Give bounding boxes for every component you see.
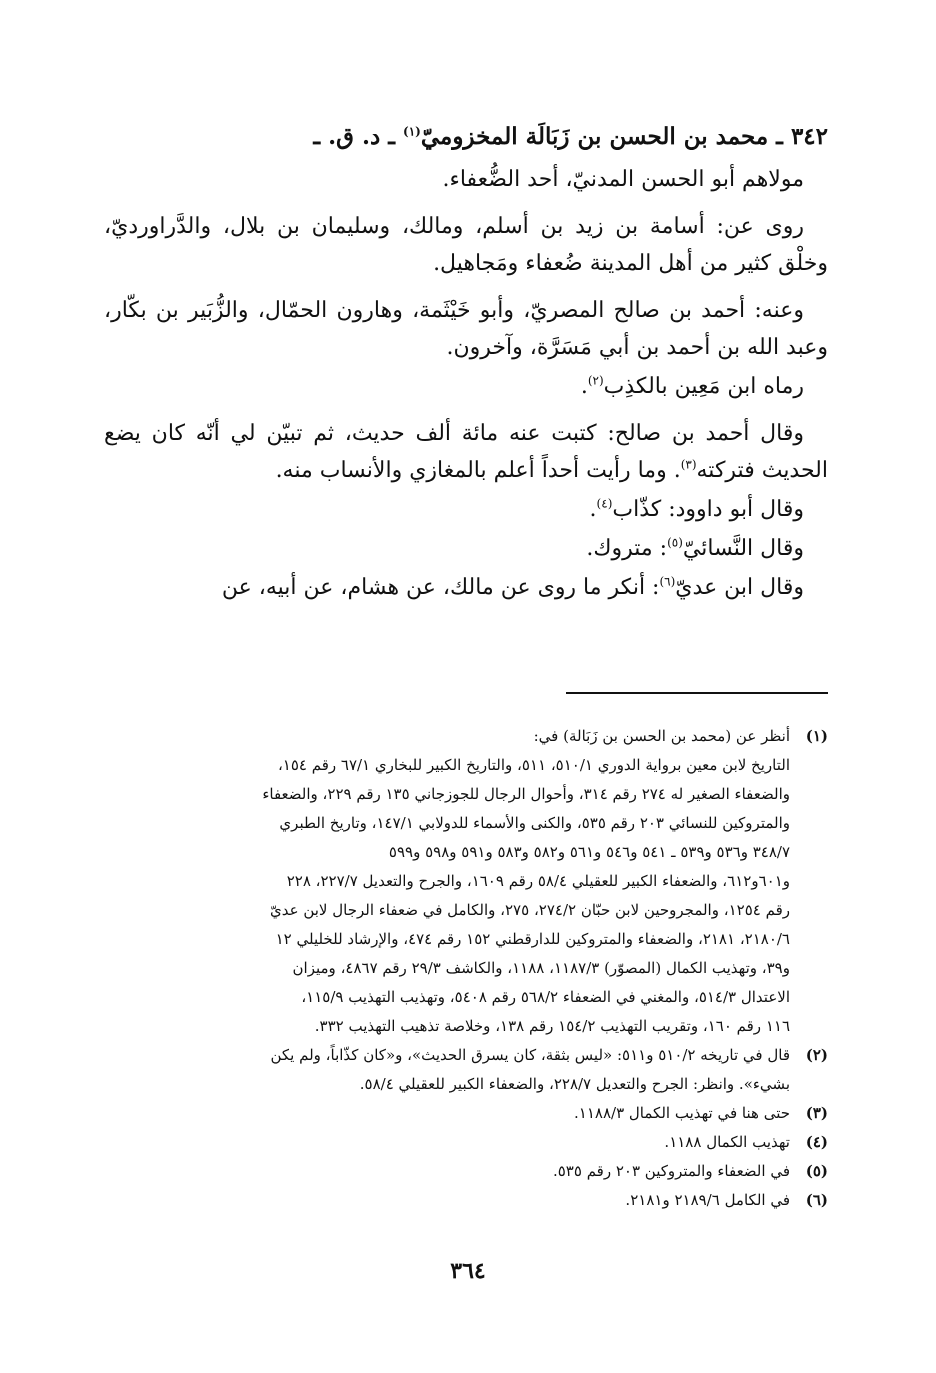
footnote-text — [104, 1157, 790, 1186]
footnote-3 — [104, 1099, 828, 1128]
footnote-ref-2: (٢) — [587, 373, 604, 388]
footnote-text — [104, 1041, 790, 1099]
paragraph-ibn-main — [104, 368, 828, 405]
paragraph-ahmad-salih-text: وقال أحمد بن صالح: كتبت عنه مائة ألف حديث، ثم تبيّن لي أنّه كان يضع الحديث فتركته — [104, 421, 828, 483]
footnote-6 — [104, 1186, 828, 1215]
paragraph-ibn-main-end: . — [580, 374, 588, 399]
paragraph-nasai-text: وقال النَّسائيّ — [682, 536, 804, 561]
footnote-ref-1: (١) — [403, 124, 421, 139]
paragraph-ahmad-salih — [104, 415, 828, 489]
paragraph-abu-dawud-end: . — [589, 497, 597, 522]
footnotes — [104, 722, 828, 1215]
footnote-line: و٦٠١و٦١٢، والضعفاء الكبير للعقيلي ٥٨/٤ رقم ١٦٠٩، والجرح والتعديل ٢٢٧/٧، ٢٢٨ — [286, 872, 790, 890]
footnote-1 — [104, 722, 828, 1041]
footnote-line: و٣٩، وتهذيب الكمال (المصوّر) ١١٨٧/٣، ١١٨٨، والكاشف ٢٩/٣ رقم ٤٨٦٧، وميزان — [292, 959, 790, 977]
entry-title-text: ٣٤٢ ـ محمد بن الحسن بن زَبَالَة المخزوميّ — [420, 123, 828, 150]
footnote-line: أنظر عن (محمد بن الحسن بن زَبَالة) في: — [533, 727, 790, 745]
footnote-separator — [566, 692, 828, 694]
footnote-line: والضعفاء الصغير له ٢٧٤ رقم ٣١٤، وأحوال الرجال للجوزجاني ١٣٥ رقم ٢٢٩، والضعفاء — [262, 785, 790, 803]
footnote-ref-3: (٣) — [680, 457, 697, 472]
footnote-line: حتى هنا في تهذيب الكمال ١١٨٨/٣. — [574, 1104, 790, 1122]
footnote-number: (٤) — [805, 1133, 828, 1151]
footnote-ref-4: (٤) — [596, 496, 613, 511]
paragraph-nasai — [104, 530, 828, 567]
paragraph-ibn-adi-text: وقال ابن عديّ — [675, 575, 804, 600]
footnote-number: (٣) — [805, 1104, 828, 1122]
entry-title-suffix: ـ د. ق. ـ — [313, 123, 395, 150]
page-number: ٣٦٤ — [450, 1258, 486, 1284]
footnote-line: قال في تاريخه ٥١٠/٢ و٥١١: «ليس بثقة، كان يسرق الحديث»، و«كان كذّاباً، ولم يكن — [270, 1046, 790, 1064]
footnote-line: تهذيب الكمال ١١٨٨. — [664, 1133, 790, 1151]
footnote-number: (٥) — [805, 1162, 828, 1180]
footnote-line: في الضعفاء والمتروكين ٢٠٣ رقم ٥٣٥. — [552, 1162, 790, 1180]
paragraph-ibn-adi — [104, 569, 828, 606]
footnote-text — [104, 722, 790, 1041]
paragraph-ibn-main-text: رماه ابن مَعِين بالكذِب — [603, 374, 804, 399]
paragraph-ibn-adi-end: : أنكر ما روى عن مالك، عن هشام، عن أبيه، عن — [221, 575, 660, 600]
footnote-line: والمتروكين للنسائي ٢٠٣ رقم ٥٣٥، والكنى والأسماء للدولابي ١٤٧/١، وتاريخ الطبري — [279, 814, 790, 832]
footnote-line: التاريخ لابن معين برواية الدوري ٥١٠/١، ٥١١، والتاريخ الكبير للبخاري ٦٧/١ رقم ١٥٤، — [277, 756, 790, 774]
main-text-body — [104, 118, 828, 608]
footnote-number: (٦) — [805, 1191, 828, 1209]
paragraph-abu-dawud-text: وقال أبو داوود: كذّاب — [612, 497, 804, 522]
footnote-text — [104, 1186, 790, 1215]
footnote-text — [104, 1099, 790, 1128]
footnote-5 — [104, 1157, 828, 1186]
footnote-line: ٣٤٨/٧ و٥٣٦ و٥٣٩ ـ ٥٤١ و٥٤٦ و٥٦١ و٥٨٢ و٥٨٣ و٥٩١ و٥٩٨ و٥٩٩ — [388, 843, 790, 861]
footnote-ref-6: (٦) — [659, 574, 676, 589]
entry-intro: مولاهم أبو الحسن المدنيّ، أحد الضُّعفاء. — [442, 167, 804, 192]
paragraph-nasai-end: : متروك. — [586, 536, 668, 561]
entry-title — [104, 118, 828, 155]
footnote-line: ٢١٨٠/٦، ٢١٨١، والضعفاء والمتروكين للدارقطني ١٥٢ رقم ٤٧٤، والإرشاد للخليلي ١٢ — [275, 930, 790, 948]
footnote-line: الاعتدال ٥١٤/٣، والمغني في الضعفاء ٥٦٨/٢ رقم ٥٤٠٨، وتهذيب التهذيب ١١٥/٩، — [301, 988, 790, 1006]
paragraph-narrators: وعنه: أحمد بن صالح المصريّ، وأبو خَيْثَمة، وهارون الحمّال، والزُّبَير بن بكّار، وعبد الله بن أحمد بن أبي مَسَرَّة، وآخرون. — [104, 298, 828, 360]
footnote-line: رقم ١٢٥٤، والمجروحين لابن حبّان ٢٧٤/٢، ٢٧٥، والكامل في ضعفاء الرجال لابن عديّ — [269, 901, 790, 919]
paragraph-ahmad-salih-end: . وما رأيت أحداً أعلم بالمغازي والأنساب منه. — [275, 458, 681, 483]
footnote-line: في الكامل ٢١٨٩/٦ و٢١٨١. — [625, 1191, 790, 1209]
paragraph-abu-dawud — [104, 491, 828, 528]
footnote-2 — [104, 1041, 828, 1099]
footnote-4 — [104, 1128, 828, 1157]
footnote-line: ١١٦ رقم ١٦٠، وتقريب التهذيب ١٥٤/٢ رقم ١٣٨، وخلاصة تذهيب التهذيب ٣٣٢. — [314, 1017, 790, 1035]
footnote-number: (٢) — [805, 1046, 828, 1064]
footnote-number: (١) — [805, 727, 828, 745]
footnote-ref-5: (٥) — [667, 535, 683, 550]
footnote-text — [104, 1128, 790, 1157]
footnote-line: بشيء». وانظر: الجرح والتعديل ٢٢٨/٧، والضعفاء الكبير للعقيلي ٥٨/٤. — [359, 1075, 790, 1093]
paragraph-narrated-from: روى عن: أسامة بن زيد بن أسلم، ومالك، وسليمان بن بلال، والدَّراورديّ، وخلْق كثير من أهل المدينة ضُعفاء ومَجاهيل. — [104, 214, 828, 276]
